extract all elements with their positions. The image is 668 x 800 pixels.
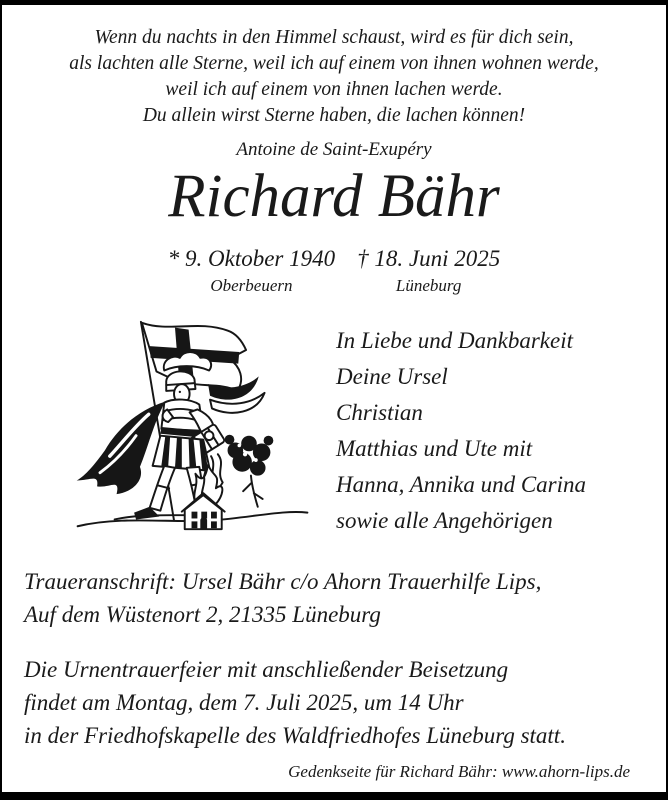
birth-date-block [168,245,335,297]
family-line: In Liebe und Dankbarkeit [336,328,573,353]
funeral-line: in der Friedhofskapelle des Waldfriedhofes Lüneburg statt. [24,723,566,748]
funeral-line: findet am Montag, dem 7. Juli 2025, um 14 Uhr [24,690,464,715]
family-line: Deine Ursel [336,364,448,389]
quote-line: weil ich auf einem von ihnen lachen werde. [165,79,503,100]
memorial-page-note: Gedenkseite für Richard Bähr: www.ahorn-lips.de [288,762,630,781]
saint-florian-illustration [64,305,322,545]
family-line: Christian [336,400,423,425]
died-symbol: † [357,246,369,271]
birth-place: Oberbeuern [210,276,293,295]
funeral-details [24,653,646,752]
quote-attribution: Antoine de Saint-Exupéry [236,139,432,160]
address-line: Traueranschrift: Ursel Bähr c/o Ahorn Trauerhilfe Lips, [24,569,542,594]
family-line: sowie alle Angehörigen [336,508,553,533]
address-line: Auf dem Wüstenort 2, 21335 Lüneburg [24,602,381,627]
born-symbol: * [167,246,180,271]
deceased-name: Richard Bähr [168,163,500,230]
family-line: Matthias und Ute mit [336,436,533,461]
death-date: 18. Juni 2025 [374,246,501,271]
condolence-address [24,565,646,631]
birth-date: 9. Oktober 1940 [185,246,336,271]
death-place: Lüneburg [395,276,462,295]
family-line: Hanna, Annika und Carina [336,472,587,497]
family-block [336,305,586,539]
quote-line: Wenn du nachts in den Himmel schaust, wird es für dich sein, [94,27,574,48]
quote-block [2,25,666,163]
death-date-block [357,245,500,297]
funeral-line: Die Urnentrauerfeier mit anschließender Beisetzung [24,657,509,682]
quote-line: als lachten alle Sterne, weil ich auf einem von ihnen wohnen werde, [69,53,599,74]
middle-section [2,305,666,545]
dates-row [2,245,666,297]
quote-line: Du allein wirst Sterne haben, die lachen können! [142,105,526,126]
